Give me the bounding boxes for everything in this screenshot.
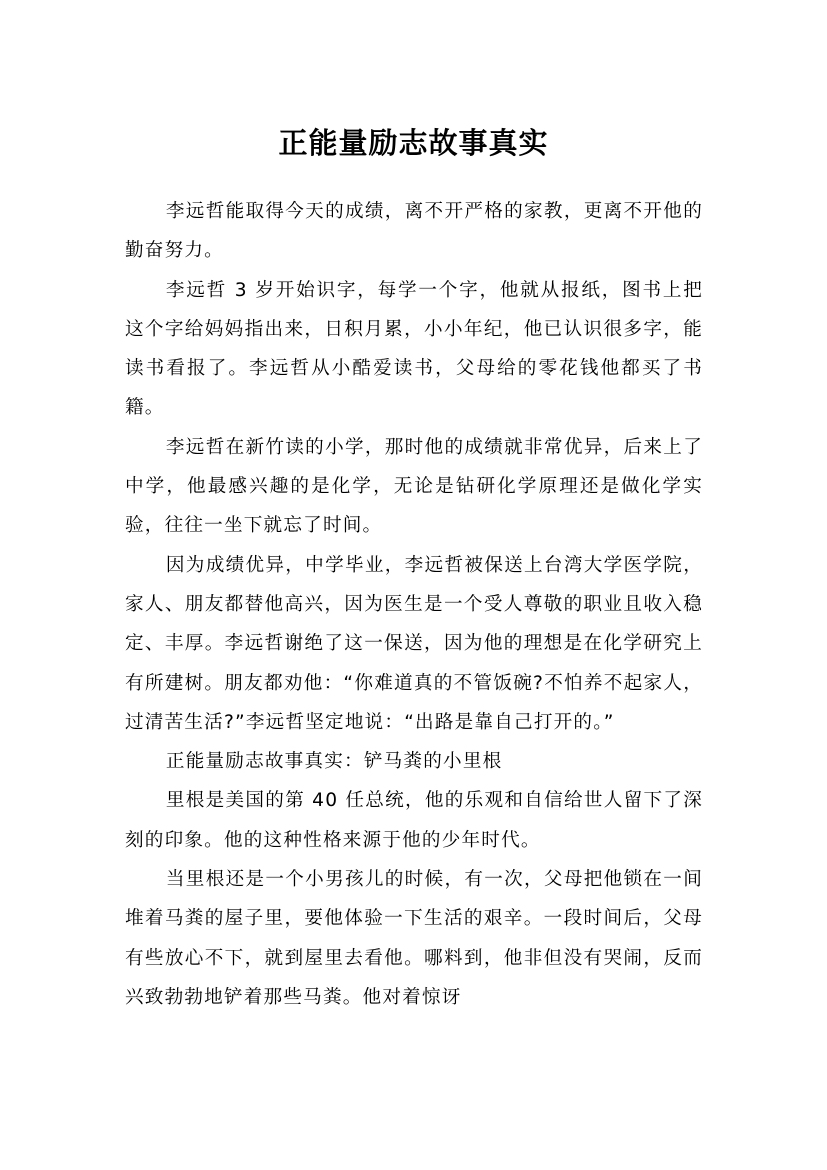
paragraph: 因为成绩优异，中学毕业，李远哲被保送上台湾大学医学院，家人、朋友都替他高兴，因为医生是一个受人尊敬的职业且收入稳定、丰厚。李远哲谢绝了这一保送，因为他的理想是在化学研究上有所建树。朋友都劝他：“你难道真的不管饭碗?不怕养不起家人，过清苦生活?”李远哲坚定地说：“出路是靠自己打开的。”: [125, 554, 703, 733]
paragraph: 李远哲 3 岁开始识字，每学一个字，他就从报纸，图书上把这个字给妈妈指出来，日积月累，小小年纪，他已认识很多字，能读书看报了。李远哲从小酷爱读书，父母给的零花钱他都买了书籍。: [125, 279, 703, 419]
document-title: 正能量励志故事真实: [278, 126, 549, 161]
paragraph: 里根是美国的第 40 任总统，他的乐观和自信给世人留下了深刻的印象。他的这种性格来源于他的少年时代。: [125, 790, 703, 851]
paragraph: 当里根还是一个小男孩儿的时候，有一次，父母把他锁在一间堆着马粪的屋子里，要他体验一下生活的艰辛。一段时间后，父母有些放心不下，就到屋里去看他。哪料到，他非但没有哭闹，反而兴致勃勃地铲着那些马粪。他对着惊讶: [125, 869, 703, 1008]
section-heading: 正能量励志故事真实：铲马粪的小里根: [165, 751, 503, 773]
paragraph: 李远哲在新竹读的小学，那时他的成绩就非常优异，后来上了中学，他最感兴趣的是化学，无论是钻研化学原理还是做化学实验，往往一坐下就忘了时间。: [125, 436, 703, 537]
paragraph: 李远哲能取得今天的成绩，离不开严格的家教，更离不开他的勤奋努力。: [125, 201, 703, 262]
document-body: [125, 192, 703, 1017]
